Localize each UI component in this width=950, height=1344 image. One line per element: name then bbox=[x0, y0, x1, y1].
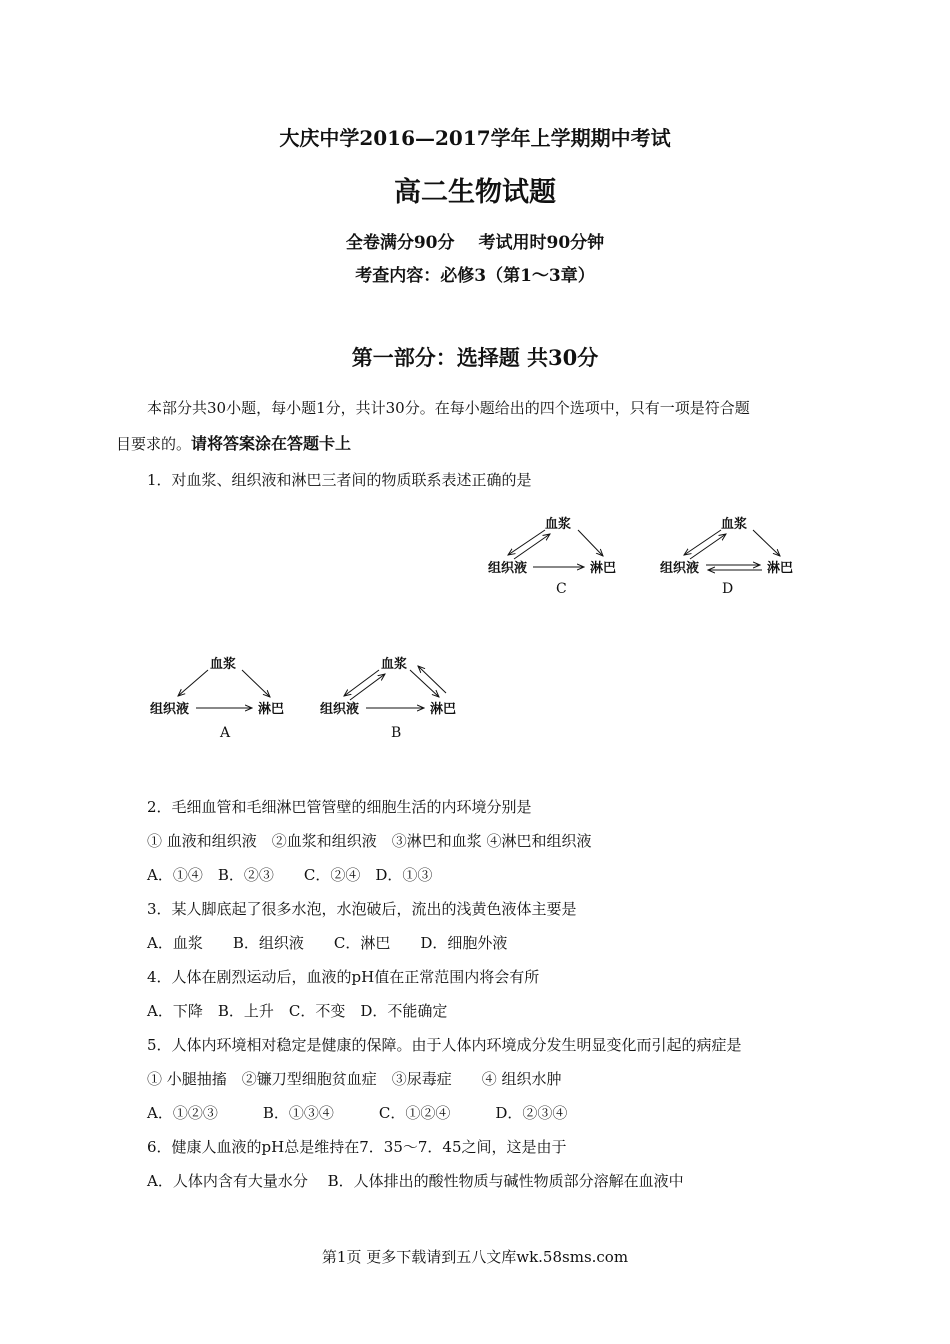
question-6-options: A．人体内含有大量水分 B．人体排出的酸性物质与碱性物质部分溶解在血液中 bbox=[147, 1172, 684, 1190]
question-3-options: A．血浆 B．组织液 C．淋巴 D．细胞外液 bbox=[147, 934, 508, 952]
diagram-a-arrow-plasma-to-lymph bbox=[242, 670, 270, 697]
diagram-d-plasma: 血浆 bbox=[721, 517, 748, 532]
diagram-b bbox=[320, 656, 456, 741]
diagram-b-tissue-fluid: 组织液 bbox=[320, 702, 360, 717]
diagram-d-arrow-plasma-to-tissue bbox=[684, 530, 721, 555]
question-2: 2．毛细血管和毛细淋巴管管壁的细胞生活的内环境分别是 bbox=[147, 798, 532, 816]
content-info: 考查内容：必修3（第1～3章） bbox=[355, 266, 595, 286]
diagram-d-arrow-tissue-to-plasma bbox=[690, 534, 726, 559]
diagram-d-label: D bbox=[722, 581, 734, 597]
diagram-d-arrow-plasma-to-lymph bbox=[753, 530, 780, 556]
diagram-c-arrow-plasma-to-lymph bbox=[578, 530, 603, 556]
question-2-items: ① 血液和组织液 ②血浆和组织液 ③淋巴和血浆 ④淋巴和组织液 bbox=[147, 832, 592, 850]
instruction-line-1: 本部分共30小题，每小题1分，共计30分。在每小题给出的四个选项中，只有一项是符合题 bbox=[147, 399, 750, 417]
page-footer: 第1页 更多下载请到五八文库wk.58sms.com bbox=[321, 1248, 629, 1266]
diagram-a-plasma: 血浆 bbox=[210, 657, 237, 672]
page-title: 高二生物试题 bbox=[394, 177, 556, 208]
diagram-a-arrow-plasma-to-tissue bbox=[178, 670, 208, 696]
diagram-b-label: B bbox=[391, 725, 402, 741]
time-info: 考试用时90分钟 bbox=[478, 233, 605, 253]
score-info: 全卷满分90分 bbox=[345, 233, 455, 253]
instruction-bold: 请将答案涂在答题卡上 bbox=[191, 434, 352, 453]
diagram-c-arrow-plasma-to-tissue bbox=[508, 530, 545, 555]
diagram-c-arrow-tissue-to-plasma bbox=[514, 534, 550, 559]
diagram-b-plasma: 血浆 bbox=[381, 657, 408, 672]
diagram-c-lymph: 淋巴 bbox=[590, 561, 617, 576]
diagram-d-lymph: 淋巴 bbox=[767, 561, 794, 576]
question-4: 4．人体在剧烈运动后，血液的pH值在正常范围内将会有所 bbox=[147, 968, 540, 986]
diagram-b-lymph: 淋巴 bbox=[430, 702, 457, 717]
diagram-b-arrow-plasma-to-lymph bbox=[410, 670, 439, 697]
diagram-c bbox=[488, 516, 616, 597]
question-5-options: A．①②③ B．①③④ C．①②④ D．②③④ bbox=[147, 1104, 568, 1122]
section-heading: 第一部分：选择题 共30分 bbox=[351, 345, 599, 370]
diagram-a-label: A bbox=[220, 725, 231, 741]
diagram-a-lymph: 淋巴 bbox=[258, 702, 285, 717]
diagram-c-label: C bbox=[556, 581, 567, 597]
school-exam-title: 大庆中学2016—2017学年上学期期中考试 bbox=[279, 126, 671, 150]
diagram-d-tissue-fluid: 组织液 bbox=[660, 561, 700, 576]
question-5-items: ① 小腿抽搐 ②镰刀型细胞贫血症 ③尿毒症 ④ 组织水肿 bbox=[147, 1070, 562, 1088]
diagram-c-plasma: 血浆 bbox=[545, 517, 572, 532]
instruction-text: 目要求的。 bbox=[116, 435, 192, 453]
question-2-options: A．①④ B．②③ C．②④ D．①③ bbox=[147, 866, 433, 884]
diagram-a bbox=[150, 656, 284, 741]
diagram-b-arrow-plasma-to-tissue bbox=[344, 670, 379, 696]
diagram-a-tissue-fluid: 组织液 bbox=[150, 702, 190, 717]
diagram-b-arrow-lymph-to-plasma bbox=[418, 666, 446, 693]
question-1: 1．对血浆、组织液和淋巴三者间的物质联系表述正确的是 bbox=[147, 471, 532, 489]
question-5: 5．人体内环境相对稳定是健康的保障。由于人体内环境成分发生明显变化而引起的病症是 bbox=[147, 1036, 742, 1054]
question-3: 3．某人脚底起了很多水泡，水泡破后，流出的浅黄色液体主要是 bbox=[147, 900, 577, 918]
question-6: 6．健康人血液的pH总是维持在7．35～7．45之间，这是由于 bbox=[147, 1138, 567, 1156]
diagram-c-tissue-fluid: 组织液 bbox=[488, 561, 528, 576]
diagram-d bbox=[660, 516, 793, 597]
diagram-b-arrow-tissue-to-plasma bbox=[350, 674, 385, 700]
question-4-options: A．下降 B．上升 C．不变 D．不能确定 bbox=[147, 1002, 448, 1020]
